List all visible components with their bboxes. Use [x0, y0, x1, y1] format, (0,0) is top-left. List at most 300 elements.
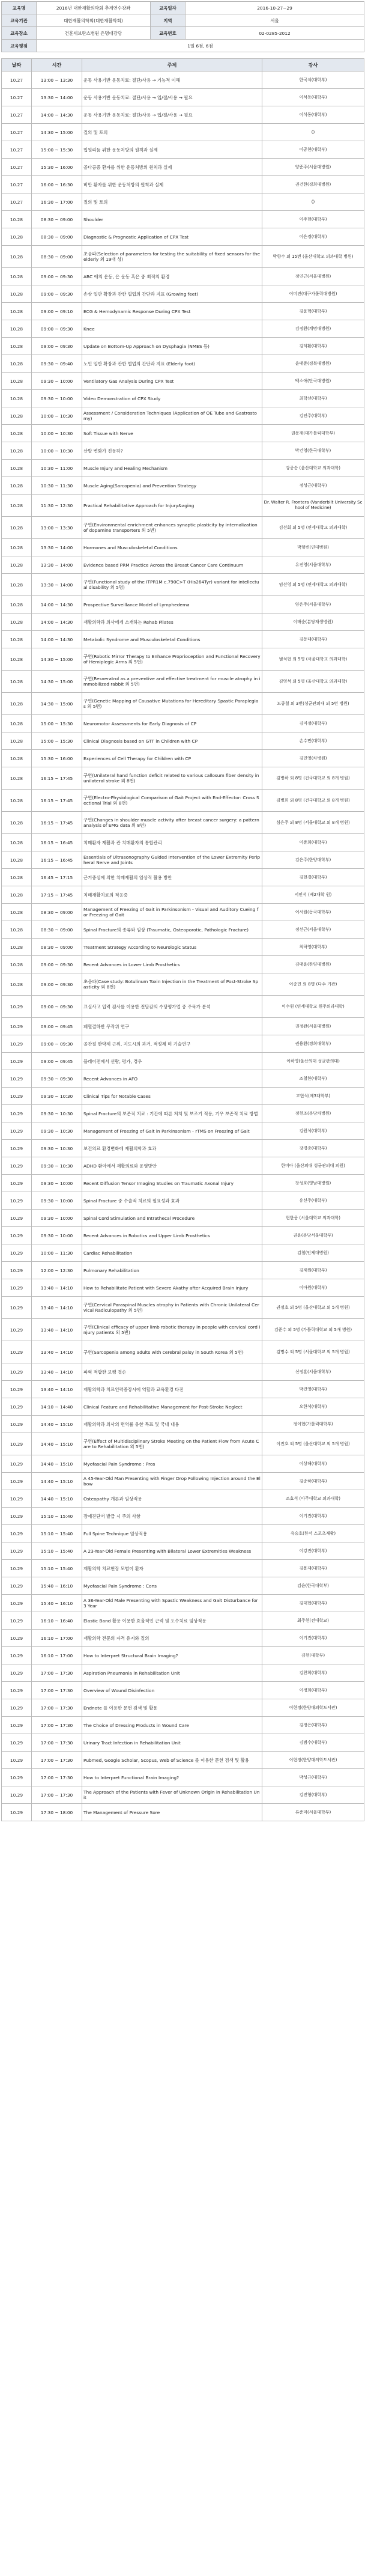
- row-time: 15:10 ~ 15:40: [32, 1525, 82, 1542]
- row-date: 10.29: [2, 1192, 32, 1210]
- row-speaker: 이기진(대학부): [262, 1630, 364, 1647]
- row-date: 10.28: [2, 886, 32, 904]
- row-time: 16:45 ~ 17:15: [32, 869, 82, 886]
- table-row: [2, 1262, 364, 1279]
- row-time: 13:40 ~ 14:10: [32, 1341, 82, 1363]
- row-time: 13:00 ~ 13:30: [32, 72, 82, 89]
- table-row: [2, 812, 364, 834]
- row-speaker: (): [262, 193, 364, 211]
- table-row: [2, 574, 364, 596]
- table-row: [2, 442, 364, 460]
- row-speaker: 심은주 외 8명 (서울대학교 외 8개 병원): [262, 812, 364, 834]
- row-date: 10.29: [2, 1525, 32, 1542]
- row-topic: 골다공증 환자를 위한 운동처방의 원칙과 실제: [82, 159, 262, 176]
- row-speaker: 김은주(한양대학부): [262, 851, 364, 869]
- row-date: 10.29: [2, 1244, 32, 1262]
- row-topic: 질의 및 토의: [82, 193, 262, 211]
- table-row: [2, 1192, 364, 1210]
- row-speaker: 현한웅 (서울대학교 의과대학): [262, 1210, 364, 1227]
- row-topic: Treatment Strategy According to Neurologic Status: [82, 939, 262, 956]
- table-row: [2, 648, 364, 671]
- row-speaker: 백소애(단국대병원): [262, 373, 364, 390]
- row-date: 10.28: [2, 539, 32, 556]
- row-time: 09:30 ~ 10:00: [32, 1192, 82, 1210]
- row-date: 10.29: [2, 1455, 32, 1473]
- table-row: [2, 956, 364, 973]
- row-time: 09:00 ~ 09:30: [32, 338, 82, 355]
- row-speaker: 도종철 외 3번(성균관의대 외 5번 병원): [262, 693, 364, 715]
- row-date: 10.29: [2, 1279, 32, 1297]
- table-row: [2, 1279, 364, 1297]
- row-date: 10.29: [2, 1595, 32, 1612]
- row-topic: How to Rehabilitate Patient with Severe Akathy after Acquired Brain Injury: [82, 1279, 262, 1297]
- row-date: 10.29: [2, 1630, 32, 1647]
- row-topic: Soft Tissue with Nerve: [82, 425, 262, 442]
- table-row: [2, 1157, 364, 1175]
- row-time: 17:30 ~ 18:00: [32, 1804, 82, 1821]
- row-date: 10.28: [2, 460, 32, 477]
- page: [1, 1, 364, 1821]
- row-topic: Clinical Tips for Notable Cases: [82, 1088, 262, 1105]
- table-row: [2, 211, 364, 228]
- row-time: 09:30 ~ 10:30: [32, 1088, 82, 1105]
- row-topic: 구연(Robotic Mirror Therapy to Enhance Proprioception and Functional Recovery of Hemiplegic Arms 외 5번): [82, 648, 262, 671]
- row-time: 14:40 ~ 15:10: [32, 1473, 82, 1490]
- row-topic: Recent Advances in Lower Limb Prosthetics: [82, 956, 262, 973]
- table-row: [2, 1341, 364, 1363]
- row-date: 10.29: [2, 1122, 32, 1140]
- row-speaker: 김정환(계명대병원): [262, 320, 364, 338]
- table-row: [2, 921, 364, 939]
- row-time: 14:00 ~ 14:30: [32, 106, 82, 124]
- row-time: 16:15 ~ 16:45: [32, 834, 82, 851]
- row-date: 10.29: [2, 1381, 32, 1398]
- row-date: 10.29: [2, 1140, 32, 1157]
- row-time: 09:00 ~ 09:30: [32, 285, 82, 303]
- venue-label: 교육장소: [2, 27, 37, 40]
- row-speaker: 손수민(대학부): [262, 732, 364, 750]
- row-date: 10.29: [2, 1542, 32, 1560]
- row-topic: Metabolic Syndrome and Musculoskeletal Conditions: [82, 631, 262, 648]
- row-speaker: 권윤(분당서울대학부): [262, 1227, 364, 1244]
- table-row: [2, 1105, 364, 1122]
- row-speaker: 유선주(대학부): [262, 1192, 364, 1210]
- row-time: 10:30 ~ 11:30: [32, 477, 82, 495]
- table-row: [2, 176, 364, 193]
- row-topic: How to Interpret Functional Brain Imaging?: [82, 1769, 262, 1786]
- schedule-body: [2, 72, 364, 1821]
- table-row: [2, 1752, 364, 1769]
- row-topic: The Approach of the Patients with Fever of Unknown Origin in Rehabilitation Unit: [82, 1786, 262, 1804]
- row-speaker: 김용재(대학부): [262, 1560, 364, 1577]
- row-topic: 운동 사용기반 운동치료: 절단/사용 → 기능적 이해: [82, 72, 262, 89]
- row-time: 15:00 ~ 15:30: [32, 141, 82, 159]
- table-row: [2, 1381, 364, 1398]
- row-time: 11:30 ~ 12:30: [32, 495, 82, 517]
- row-topic: 운동 사용기반 운동치료: 절단/사용 → 입/절/사용 → 필요: [82, 106, 262, 124]
- row-speaker: 김원석(대학부): [262, 1122, 364, 1140]
- row-topic: 질의 및 토의: [82, 124, 262, 141]
- row-time: 09:30 ~ 10:00: [32, 1227, 82, 1244]
- row-topic: 근거중심에 의한 치매재활의 임상적 활용 방안: [82, 869, 262, 886]
- row-topic: 입원리듬 위한 운동처방의 원칙과 실제: [82, 141, 262, 159]
- table-row: [2, 790, 364, 812]
- row-date: 10.29: [2, 1341, 32, 1363]
- row-time: 14:30 ~ 15:00: [32, 648, 82, 671]
- row-time: 09:00 ~ 09:30: [32, 1035, 82, 1053]
- row-time: 12:00 ~ 12:30: [32, 1262, 82, 1279]
- row-speaker: 최주현(전대학교): [262, 1612, 364, 1630]
- row-topic: 구연(Unilateral hand function deficit related to various callosum fiber density in unilateral stroke 외 8번): [82, 767, 262, 790]
- row-date: 10.29: [2, 1699, 32, 1717]
- score-value: 1일 6점, 6점: [37, 40, 364, 52]
- row-speaker: 최하영(대학부): [262, 939, 364, 956]
- row-date: 10.28: [2, 442, 32, 460]
- row-speaker: 김철(인제대병원): [262, 1244, 364, 1262]
- row-time: 16:10 ~ 17:00: [32, 1647, 82, 1664]
- row-speaker: 정연근(서울대병원): [262, 268, 364, 285]
- row-time: 16:10 ~ 17:00: [32, 1630, 82, 1647]
- table-row: [2, 1210, 364, 1227]
- row-topic: 구연(Sarcopenia among adults with cerebral palsy in South Korea 외 5번): [82, 1341, 262, 1363]
- row-topic: 보건의료 환경변화에 재활의학과 효과: [82, 1140, 262, 1157]
- table-row: [2, 1175, 364, 1192]
- row-date: 10.28: [2, 715, 32, 732]
- row-date: 10.29: [2, 1319, 32, 1341]
- row-time: 13:30 ~ 14:00: [32, 574, 82, 596]
- num-label: 교육번호: [151, 27, 186, 40]
- table-row: [2, 1140, 364, 1157]
- row-date: 10.29: [2, 1398, 32, 1416]
- row-time: 16:15 ~ 17:45: [32, 767, 82, 790]
- table-row: [2, 1433, 364, 1455]
- row-time: 09:00 ~ 09:30: [32, 956, 82, 973]
- row-speaker: 유승호(한서 스포츠재활): [262, 1525, 364, 1542]
- row-topic: 구연(Clinical efficacy of upper limb robotic therapy in people with cervical cord injury patients 외 5번): [82, 1319, 262, 1341]
- row-topic: Myofascial Pain Syndrome : Cons: [82, 1577, 262, 1595]
- row-date: 10.28: [2, 904, 32, 921]
- row-time: 09:30 ~ 10:30: [32, 1122, 82, 1140]
- row-date: 10.27: [2, 193, 32, 211]
- row-topic: 플레이전에서 선량, 평가, 경우: [82, 1053, 262, 1070]
- table-row: [2, 193, 364, 211]
- table-row: [2, 1297, 364, 1319]
- row-date: 10.29: [2, 1508, 32, 1525]
- row-speaker: 장성호(영남대병원): [262, 1175, 364, 1192]
- row-topic: Spinal Fracture의 종류와 임상 (Traumatic, Osteoporotic, Pathologic Fracture): [82, 921, 262, 939]
- row-topic: Practical Rehabilitative Approach for Injury&aging: [82, 495, 262, 517]
- row-time: 09:00 ~ 09:45: [32, 1018, 82, 1035]
- row-date: 10.28: [2, 338, 32, 355]
- table-row: [2, 996, 364, 1018]
- row-speaker: 이공현(대학부): [262, 141, 364, 159]
- row-topic: Spinal Cord Stimulation and Intrathecal Procedure: [82, 1210, 262, 1227]
- table-row: [2, 477, 364, 495]
- row-time: 15:10 ~ 15:40: [32, 1560, 82, 1577]
- row-time: 10:00 ~ 10:30: [32, 442, 82, 460]
- table-row: [2, 732, 364, 750]
- row-topic: Recent Advances in AFO: [82, 1070, 262, 1088]
- row-topic: 패혈결하반 무작위 연구: [82, 1018, 262, 1035]
- row-time: 09:30 ~ 10:00: [32, 1175, 82, 1192]
- row-time: 14:40 ~ 15:10: [32, 1455, 82, 1473]
- row-time: 14:30 ~ 15:00: [32, 693, 82, 715]
- table-row: [2, 1088, 364, 1105]
- row-date: 10.29: [2, 1682, 32, 1699]
- row-time: 13:30 ~ 14:00: [32, 556, 82, 574]
- row-date: 10.29: [2, 1752, 32, 1769]
- row-speaker: 김종하(대학부): [262, 1473, 364, 1490]
- row-time: 13:40 ~ 14:10: [32, 1363, 82, 1381]
- row-speaker: 박향수 외 15번 (울산대학교 의과대학 병원): [262, 246, 364, 268]
- row-time: 16:10 ~ 16:40: [32, 1612, 82, 1630]
- row-topic: Recent Advances in Robotics and Upper Limb Prosthetics: [82, 1227, 262, 1244]
- row-speaker: 정선근(서울대학부): [262, 921, 364, 939]
- table-row: [2, 1525, 364, 1542]
- row-time: 09:30 ~ 10:00: [32, 390, 82, 407]
- row-speaker: 윤태준(경북대병원): [262, 355, 364, 373]
- row-time: 08:30 ~ 09:00: [32, 921, 82, 939]
- row-date: 10.28: [2, 956, 32, 973]
- table-row: [2, 1682, 364, 1699]
- table-row: [2, 767, 364, 790]
- row-speaker: 박건영(한국대학부): [262, 442, 364, 460]
- row-topic: Assessment / Consideration Techniques (Application of OE Tube and Gastrostomy): [82, 407, 262, 425]
- row-time: 08:30 ~ 09:00: [32, 228, 82, 246]
- table-row: [2, 1122, 364, 1140]
- row-time: 16:15 ~ 17:45: [32, 790, 82, 812]
- row-date: 10.29: [2, 1804, 32, 1821]
- table-row: [2, 1398, 364, 1416]
- table-row: [2, 285, 364, 303]
- row-topic: Update on Bottom-Up Approach on Dysphagia (NMES 등): [82, 338, 262, 355]
- table-row: [2, 1664, 364, 1682]
- row-topic: Endnote 를 이용한 문헌 검색 및 활용: [82, 1699, 262, 1717]
- row-date: 10.29: [2, 1490, 32, 1508]
- row-time: 09:00 ~ 09:10: [32, 303, 82, 320]
- row-date: 10.29: [2, 1473, 32, 1490]
- table-row: [2, 1612, 364, 1630]
- row-topic: 구연(Electro-Physiological Comparison of Gait Project with End-Effector: Cross Sectional Trial 외 8번): [82, 790, 262, 812]
- row-speaker: 김덕환(대학부): [262, 338, 364, 355]
- row-date: 10.28: [2, 812, 32, 834]
- row-date: 10.28: [2, 477, 32, 495]
- row-topic: Myofascial Pain Syndrome : Pros: [82, 1455, 262, 1473]
- table-row: [2, 631, 364, 648]
- row-time: 13:40 ~ 14:10: [32, 1319, 82, 1341]
- row-time: 09:30 ~ 09:30: [32, 1070, 82, 1088]
- row-date: 10.28: [2, 648, 32, 671]
- row-speaker: 고현석(제3대학부): [262, 1088, 364, 1105]
- row-date: 10.27: [2, 106, 32, 124]
- row-topic: Evidence based PRM Practice Across the Breast Cancer Care Continuum: [82, 556, 262, 574]
- table-row: [2, 1018, 364, 1035]
- row-date: 10.28: [2, 631, 32, 648]
- row-time: 10:30 ~ 11:00: [32, 460, 82, 477]
- table-row: [2, 973, 364, 996]
- score-label: 교육평점: [2, 40, 37, 52]
- row-speaker: 이현정(한양대의학도서관): [262, 1699, 364, 1717]
- row-topic: 손상 일반 확장과 관한 협업의 간단과 지표 (Growing feet): [82, 285, 262, 303]
- row-topic: 골관절 한약제 근위, 지도시의 과거, 적정제 미 기술연구: [82, 1035, 262, 1053]
- header-speaker: 강사: [262, 59, 364, 72]
- row-time: 08:30 ~ 09:00: [32, 211, 82, 228]
- row-time: 09:00 ~ 09:45: [32, 1053, 82, 1070]
- row-time: 17:00 ~ 17:30: [32, 1682, 82, 1699]
- row-date: 10.29: [2, 1070, 32, 1088]
- row-topic: Video Demonstration of CPX Study: [82, 390, 262, 407]
- row-topic: Experiences of Cell Therapy for Children with CP: [82, 750, 262, 767]
- row-speaker: 김윤혁(대학부): [262, 303, 364, 320]
- row-time: 09:30 ~ 10:00: [32, 1210, 82, 1227]
- row-topic: 장애진단서 발급 시 주의 사항: [82, 1508, 262, 1525]
- row-speaker: 한국치(대학부): [262, 72, 364, 89]
- table-row: [2, 1455, 364, 1473]
- venue-value: 건훈세브란스병원 은명대강당: [37, 27, 151, 40]
- row-topic: The Choice of Dressing Products in Wound Care: [82, 1717, 262, 1734]
- row-topic: 구연(Environmental enrichment enhances synaptic plasticity by internalization of dopamine transporters 외 5번): [82, 517, 262, 539]
- row-time: 14:10 ~ 14:40: [32, 1398, 82, 1416]
- row-date: 10.28: [2, 407, 32, 425]
- row-topic: 재활의학과 의사의 면역률 유한 특표 및 국내 내용: [82, 1416, 262, 1433]
- row-topic: 구연(Changes in shoulder muscle activity after breast cancer surgery: a pattern analysis of EMG data 외 8번): [82, 812, 262, 834]
- row-time: 15:40 ~ 16:10: [32, 1595, 82, 1612]
- row-speaker: 신정훈(서울대학부): [262, 1363, 364, 1381]
- row-topic: Hormones and Musculoskeletal Conditions: [82, 539, 262, 556]
- table-row: [2, 72, 364, 89]
- row-date: 10.29: [2, 1560, 32, 1577]
- row-date: 10.28: [2, 973, 32, 996]
- row-speaker: 권정호 외 5명 (울산대학교 외 5개 병원): [262, 1297, 364, 1319]
- row-date: 10.29: [2, 1363, 32, 1381]
- row-date: 10.28: [2, 517, 32, 539]
- row-speaker: Dr. Walter R. Frontera (Vanderbilt University School of Medicine): [262, 495, 364, 517]
- row-date: 10.29: [2, 1717, 32, 1734]
- table-row: [2, 425, 364, 442]
- row-time: 10:00 ~ 11:30: [32, 1244, 82, 1262]
- row-topic: ADHD 환아에서 재활의료와 운영방안: [82, 1157, 262, 1175]
- row-speaker: 이아원(대학부): [262, 1279, 364, 1297]
- row-speaker: 한미아 (울산의대 성균관의대 의원): [262, 1157, 364, 1175]
- row-date: 10.28: [2, 574, 32, 596]
- row-speaker: 강종순 (울산대학교 의과대학): [262, 460, 364, 477]
- info-row-place: [2, 14, 364, 27]
- row-speaker: 최학선(대학부): [262, 390, 364, 407]
- row-date: 10.29: [2, 1262, 32, 1279]
- row-date: 10.28: [2, 425, 32, 442]
- row-topic: 재활의학과 치료인력증장시에 역할과 교육환경 타진: [82, 1381, 262, 1398]
- row-topic: Urinary Tract Infection in Rehabilitation Unit: [82, 1734, 262, 1752]
- table-row: [2, 1595, 364, 1612]
- row-date: 10.29: [2, 996, 32, 1018]
- place-value: 대한재활의학회(대한재활학회): [37, 14, 151, 27]
- table-row: [2, 539, 364, 556]
- row-speaker: 이석동(대학부): [262, 89, 364, 106]
- row-time: 17:00 ~ 17:30: [32, 1664, 82, 1682]
- row-topic: ABC 애의 운동, 은 운동 혹은 중 최적의 환경: [82, 268, 262, 285]
- row-speaker: 정현조(분당차병원): [262, 1105, 364, 1122]
- row-topic: A 23-Year-Old Female Presenting with Bilateral Lower Extremities Weakness: [82, 1542, 262, 1560]
- table-row: [2, 1473, 364, 1490]
- row-topic: Cardiac Rehabilitation: [82, 1244, 262, 1262]
- row-topic: 초음파(Selection of parameters for testing the suitability of fixed sensors for the elderly 외 19대 성): [82, 246, 262, 268]
- row-topic: 구연(Effect of Multidisciplinary Stroke Meeting on the Patient Flow from Acute Care to Rehabilitation 외 5번): [82, 1433, 262, 1455]
- row-speaker: 이미진(대구가톨릭대병원): [262, 285, 364, 303]
- row-speaker: 강경종(대학부): [262, 1140, 364, 1157]
- row-speaker: 이기진(대학부): [262, 1508, 364, 1525]
- schedule-table: [1, 58, 364, 1821]
- row-speaker: 박형빈(연대병원): [262, 539, 364, 556]
- row-date: 10.28: [2, 355, 32, 373]
- row-time: 14:00 ~ 14:30: [32, 596, 82, 614]
- row-speaker: 김윤(한국대학부): [262, 1577, 364, 1595]
- table-row: [2, 228, 364, 246]
- row-time: 14:30 ~ 15:00: [32, 124, 82, 141]
- row-speaker: 이현정(한양대의학도서관): [262, 1752, 364, 1769]
- row-time: 15:30 ~ 16:00: [32, 750, 82, 767]
- row-time: 13:30 ~ 14:00: [32, 539, 82, 556]
- row-speaker: 김민영(차병원): [262, 750, 364, 767]
- row-time: 14:40 ~ 15:10: [32, 1490, 82, 1508]
- row-speaker: 이강진(대학부): [262, 1542, 364, 1560]
- region-value: 서울: [186, 14, 364, 27]
- row-topic: 산발 변화가 진동하?: [82, 442, 262, 460]
- table-row: [2, 1244, 364, 1262]
- row-topic: 구연(Genetic Mapping of Causative Mutations for Hereditary Spastic Paraplegias 외 5번): [82, 693, 262, 715]
- row-date: 10.28: [2, 732, 32, 750]
- row-time: 08:30 ~ 09:00: [32, 904, 82, 921]
- row-date: 10.28: [2, 495, 32, 517]
- row-time: 09:30 ~ 09:40: [32, 355, 82, 373]
- row-speaker: 김동대(대학부): [262, 631, 364, 648]
- row-speaker: 박성규(대학부): [262, 1769, 364, 1786]
- row-date: 10.29: [2, 1416, 32, 1433]
- table-row: [2, 338, 364, 355]
- row-speaker: 류준미(서울대학부): [262, 1804, 364, 1821]
- row-date: 10.29: [2, 1018, 32, 1035]
- row-date: 10.28: [2, 228, 32, 246]
- row-date: 10.29: [2, 1227, 32, 1244]
- row-speaker: 김현(대학부): [262, 1647, 364, 1664]
- row-topic: 구연(Functional study of the ITPR1M c.790C>T (His264Tyr) variant for intellectual disability 외 5명): [82, 574, 262, 596]
- table-row: [2, 1577, 364, 1595]
- row-speaker: 김선회 외 5명 (연세대학교 의과대학): [262, 517, 364, 539]
- row-topic: Clinical Feature and Rehabilitative Management for Post-Stroke Neglect: [82, 1398, 262, 1416]
- row-topic: 구연(Cervical Paraspinal Muscles atrophy in Patients with Chronic Unilateral Cervical Radiculopathy 외 5번): [82, 1297, 262, 1319]
- row-time: 17:00 ~ 17:30: [32, 1752, 82, 1769]
- row-time: 10:00 ~ 10:30: [32, 425, 82, 442]
- row-time: 13:00 ~ 13:30: [32, 517, 82, 539]
- row-date: 10.28: [2, 671, 32, 693]
- row-topic: Recent Diffusion Tensor Imaging Studies on Traumatic Axonal Injury: [82, 1175, 262, 1192]
- row-topic: Overview of Wound Disinfection: [82, 1682, 262, 1699]
- row-speaker: 권건한(경희대병원): [262, 176, 364, 193]
- row-topic: 노인 일반 확장과 관한 협업의 간단과 지표 (Elderly foot): [82, 355, 262, 373]
- date-value: 2016-10-27~29: [186, 2, 364, 14]
- table-row: [2, 614, 364, 631]
- row-date: 10.27: [2, 159, 32, 176]
- row-speaker: 권정완(서울대병원): [262, 1018, 364, 1035]
- row-date: 10.28: [2, 390, 32, 407]
- row-date: 10.29: [2, 1769, 32, 1786]
- row-topic: 구연(Resveratrol as a preventive and effective treatment for muscle atrophy in immobilized rabbit 외 5번): [82, 671, 262, 693]
- row-speaker: 김병희 외 8명 (건국대학교 외 8개 병원): [262, 790, 364, 812]
- row-speaker: 김미정(대학부): [262, 715, 364, 732]
- row-topic: Ventilatory Gas Analysis During CPX Test: [82, 373, 262, 390]
- row-topic: A 45-Year-Old Man Presenting with Finger Drop Following Injection around the Elbow: [82, 1473, 262, 1490]
- row-time: 17:00 ~ 17:30: [32, 1699, 82, 1717]
- row-topic: Spinal Fracture의 보존적 치료 : 기간에 따른 처치 및 보조기 적용, 기우 보존적 치료 방법: [82, 1105, 262, 1122]
